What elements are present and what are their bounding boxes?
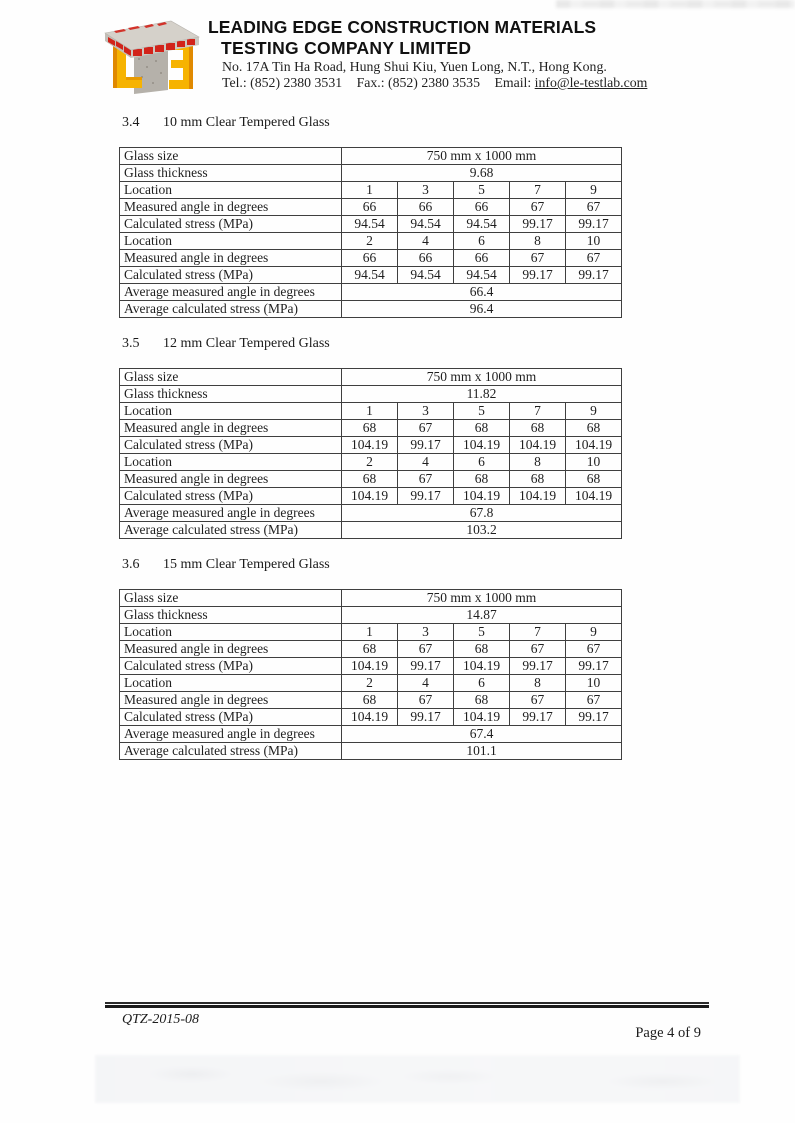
row-value: 94.54: [398, 267, 454, 284]
table-row: [120, 284, 622, 301]
row-label: Location: [120, 233, 342, 250]
row-value: 5: [454, 624, 510, 641]
row-value: 750 mm x 1000 mm: [342, 369, 622, 386]
row-value: 10: [566, 454, 622, 471]
row-value: 67.8: [342, 505, 622, 522]
table-row: [120, 488, 622, 505]
table-row: [120, 641, 622, 658]
row-value: 94.54: [454, 216, 510, 233]
row-value: 7: [510, 403, 566, 420]
table-row: [120, 216, 622, 233]
row-value: 66: [398, 250, 454, 267]
row-label: Calculated stress (MPa): [120, 658, 342, 675]
row-value: 99.17: [510, 658, 566, 675]
row-label: Average calculated stress (MPa): [120, 522, 342, 539]
company-address: No. 17A Tin Ha Road, Hung Shui Kiu, Yuen Long, N.T., Hong Kong.: [222, 59, 607, 74]
row-label: Glass thickness: [120, 386, 342, 403]
row-label: Average measured angle in degrees: [120, 726, 342, 743]
company-email-label: Email:: [494, 75, 535, 90]
row-label: Glass thickness: [120, 165, 342, 182]
row-label: Glass thickness: [120, 607, 342, 624]
row-value: 99.17: [510, 709, 566, 726]
row-value: 104.19: [342, 658, 398, 675]
row-label: Average measured angle in degrees: [120, 284, 342, 301]
row-value: 67: [566, 199, 622, 216]
row-value: 67: [398, 641, 454, 658]
row-value: 67: [510, 199, 566, 216]
row-label: Calculated stress (MPa): [120, 488, 342, 505]
row-value: 67.4: [342, 726, 622, 743]
row-value: 1: [342, 403, 398, 420]
results-table: [119, 147, 622, 318]
row-value: 10: [566, 233, 622, 250]
row-value: 94.54: [398, 216, 454, 233]
row-value: 68: [510, 471, 566, 488]
company-tel: Tel.: (852) 2380 3531: [222, 75, 343, 90]
row-value: 66: [454, 250, 510, 267]
page-number: Page 4 of 9: [635, 1025, 701, 1041]
section-3.5: [119, 335, 622, 539]
table-row: [120, 675, 622, 692]
row-value: 99.17: [566, 709, 622, 726]
row-value: 6: [454, 233, 510, 250]
row-value: 6: [454, 454, 510, 471]
table-row: [120, 199, 622, 216]
row-value: 68: [454, 692, 510, 709]
row-label: Measured angle in degrees: [120, 692, 342, 709]
row-value: 750 mm x 1000 mm: [342, 590, 622, 607]
row-value: 14.87: [342, 607, 622, 624]
table-row: [120, 437, 622, 454]
row-value: 9: [566, 182, 622, 199]
row-value: 68: [454, 641, 510, 658]
row-value: 7: [510, 624, 566, 641]
row-value: 68: [566, 471, 622, 488]
company-contact-line: [222, 75, 658, 91]
row-value: 104.19: [342, 437, 398, 454]
row-value: 67: [566, 250, 622, 267]
row-value: 104.19: [566, 488, 622, 505]
row-value: 67: [510, 641, 566, 658]
row-value: 750 mm x 1000 mm: [342, 148, 622, 165]
row-value: 4: [398, 233, 454, 250]
row-value: 104.19: [454, 437, 510, 454]
row-value: 66: [342, 199, 398, 216]
row-label: Measured angle in degrees: [120, 250, 342, 267]
row-value: 66: [342, 250, 398, 267]
table-row: [120, 709, 622, 726]
table-row: [120, 250, 622, 267]
row-value: 104.19: [454, 658, 510, 675]
row-value: 2: [342, 233, 398, 250]
table-row: [120, 658, 622, 675]
scan-artifact-bottom: [95, 1055, 740, 1103]
row-label: Location: [120, 624, 342, 641]
row-value: 66.4: [342, 284, 622, 301]
table-row: [120, 454, 622, 471]
row-value: 94.54: [342, 267, 398, 284]
row-value: 68: [566, 420, 622, 437]
row-value: 99.17: [566, 658, 622, 675]
row-label: Measured angle in degrees: [120, 199, 342, 216]
section-heading: [122, 114, 622, 132]
row-value: 68: [454, 471, 510, 488]
row-value: 94.54: [342, 216, 398, 233]
table-row: [120, 403, 622, 420]
row-value: 99.17: [510, 267, 566, 284]
row-value: 66: [398, 199, 454, 216]
company-logo-icon: [100, 16, 204, 98]
row-value: 104.19: [510, 488, 566, 505]
row-value: 67: [510, 250, 566, 267]
row-value: 67: [398, 420, 454, 437]
results-table: [119, 368, 622, 539]
results-table: [119, 589, 622, 760]
row-label: Average calculated stress (MPa): [120, 301, 342, 318]
section-title: 12 mm Clear Tempered Glass: [163, 336, 330, 351]
row-value: 9: [566, 624, 622, 641]
row-value: 99.17: [566, 267, 622, 284]
table-row: [120, 471, 622, 488]
table-row: [120, 726, 622, 743]
table-row: [120, 369, 622, 386]
row-value: 67: [398, 471, 454, 488]
row-value: 67: [566, 641, 622, 658]
row-value: 9.68: [342, 165, 622, 182]
company-logo: [100, 16, 204, 98]
company-name-line1: LEADING EDGE CONSTRUCTION MATERIALS: [208, 17, 597, 37]
row-label: Average calculated stress (MPa): [120, 743, 342, 760]
row-label: Measured angle in degrees: [120, 471, 342, 488]
row-value: 104.19: [342, 488, 398, 505]
row-value: 99.17: [398, 709, 454, 726]
table-row: [120, 267, 622, 284]
table-row: [120, 607, 622, 624]
row-label: Calculated stress (MPa): [120, 709, 342, 726]
company-email: info@le-testlab.com: [534, 75, 648, 90]
table-row: [120, 590, 622, 607]
row-value: 5: [454, 403, 510, 420]
row-label: Calculated stress (MPa): [120, 216, 342, 233]
section-title: 10 mm Clear Tempered Glass: [163, 115, 330, 130]
letterhead: [208, 17, 658, 91]
section-3.6: [119, 556, 622, 760]
table-row: [120, 165, 622, 182]
row-value: 8: [510, 454, 566, 471]
row-value: 7: [510, 182, 566, 199]
table-row: [120, 692, 622, 709]
table-row: [120, 301, 622, 318]
section-number: 3.4: [122, 115, 140, 130]
row-value: 67: [398, 692, 454, 709]
row-value: 104.19: [454, 709, 510, 726]
table-row: [120, 420, 622, 437]
table-row: [120, 148, 622, 165]
scan-artifact-top: [556, 0, 795, 8]
row-value: 104.19: [510, 437, 566, 454]
table-row: [120, 624, 622, 641]
row-value: 96.4: [342, 301, 622, 318]
row-label: Location: [120, 454, 342, 471]
row-value: 68: [342, 692, 398, 709]
table-row: [120, 386, 622, 403]
section-3.4: [119, 114, 622, 318]
company-fax: Fax.: (852) 2380 3535: [356, 75, 480, 90]
row-value: 3: [398, 624, 454, 641]
row-value: 68: [342, 641, 398, 658]
document-body: [119, 114, 622, 777]
row-value: 104.19: [566, 437, 622, 454]
row-value: 68: [510, 420, 566, 437]
row-label: Measured angle in degrees: [120, 420, 342, 437]
row-value: 104.19: [454, 488, 510, 505]
row-value: 104.19: [342, 709, 398, 726]
row-value: 4: [398, 454, 454, 471]
table-row: [120, 182, 622, 199]
row-value: 94.54: [454, 267, 510, 284]
row-value: 67: [566, 692, 622, 709]
footer-rule-thick: [105, 1005, 709, 1008]
row-value: 67: [510, 692, 566, 709]
section-heading: [122, 335, 622, 353]
row-label: Measured angle in degrees: [120, 641, 342, 658]
row-value: 68: [342, 471, 398, 488]
row-label: Glass size: [120, 369, 342, 386]
document-reference: QTZ-2015-08: [122, 1012, 200, 1027]
row-value: 68: [454, 420, 510, 437]
row-value: 99.17: [398, 488, 454, 505]
row-label: Location: [120, 182, 342, 199]
row-value: 103.2: [342, 522, 622, 539]
row-value: 66: [454, 199, 510, 216]
table-row: [120, 522, 622, 539]
row-value: 1: [342, 624, 398, 641]
row-value: 5: [454, 182, 510, 199]
section-title: 15 mm Clear Tempered Glass: [163, 557, 330, 572]
row-label: Calculated stress (MPa): [120, 267, 342, 284]
row-value: 68: [342, 420, 398, 437]
section-heading: [122, 556, 622, 574]
table-row: [120, 505, 622, 522]
footer-rule-thin: [105, 1002, 709, 1004]
row-value: 8: [510, 675, 566, 692]
row-value: 2: [342, 675, 398, 692]
company-name-line2: TESTING COMPANY LIMITED: [221, 38, 472, 58]
row-label: Location: [120, 403, 342, 420]
row-value: 2: [342, 454, 398, 471]
row-value: 8: [510, 233, 566, 250]
table-row: [120, 743, 622, 760]
section-number: 3.5: [122, 336, 140, 351]
row-value: 101.1: [342, 743, 622, 760]
row-label: Location: [120, 675, 342, 692]
row-label: Glass size: [120, 148, 342, 165]
row-label: Average measured angle in degrees: [120, 505, 342, 522]
table-row: [120, 233, 622, 250]
row-value: 6: [454, 675, 510, 692]
section-number: 3.6: [122, 557, 140, 572]
row-value: 4: [398, 675, 454, 692]
row-value: 3: [398, 182, 454, 199]
row-value: 1: [342, 182, 398, 199]
row-value: 10: [566, 675, 622, 692]
row-label: Calculated stress (MPa): [120, 437, 342, 454]
row-value: 99.17: [566, 216, 622, 233]
row-value: 99.17: [398, 658, 454, 675]
row-value: 9: [566, 403, 622, 420]
row-value: 99.17: [510, 216, 566, 233]
row-label: Glass size: [120, 590, 342, 607]
row-value: 3: [398, 403, 454, 420]
row-value: 99.17: [398, 437, 454, 454]
row-value: 11.82: [342, 386, 622, 403]
